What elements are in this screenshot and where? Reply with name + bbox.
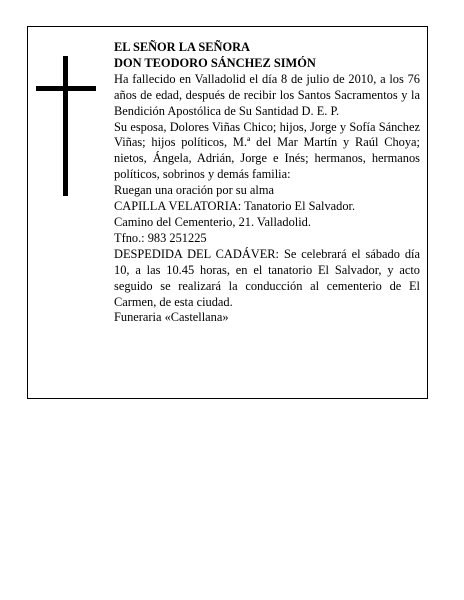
family-list: Su esposa, Dolores Viñas Chico; hijos, Jorge y Sofía Sánchez Viñas; hijos políticos, M.ª del Mar Martín y Raúl Choya; nietos, Ángela, Adrián, Jorge e Inés; hermanos, hermanos políticos, sobrinos y demás familia: [114, 119, 420, 182]
chapel-info: CAPILLA VELATORIA: Tanatorio El Salvador. [114, 199, 356, 214]
cross-icon [36, 56, 96, 196]
funeral-details: DESPEDIDA DEL CADÁVER: Se celebrará el sábado día 10, a las 10.45 horas, en el tanatorio El Salvador, y acto seguido se realizará la conducción al cementerio de El Carmen, de esta ciudad. [114, 246, 420, 309]
chapel-address: Camino del Cementerio, 21. Valladolid. [114, 214, 311, 229]
prayer-request: Ruegan una oración por su alma [114, 183, 274, 198]
deceased-name: DON TEODORO SÁNCHEZ SIMÓN [114, 55, 316, 70]
notice-text [114, 40, 420, 326]
heading-line-1: EL SEÑOR LA SEÑORA [114, 40, 250, 54]
phone-number: Tfno.: 983 251225 [114, 230, 207, 245]
cross-horizontal-bar [36, 86, 96, 91]
funeral-home: Funeraria «Castellana» [114, 310, 229, 325]
cross-vertical-bar [63, 56, 68, 196]
death-announcement: Ha fallecido en Valladolid el día 8 de julio de 2010, a los 76 años de edad, después de recibir los Santos Sacramentos y la Bendición Apostólica de Su Santidad D. E. P. [114, 71, 420, 118]
